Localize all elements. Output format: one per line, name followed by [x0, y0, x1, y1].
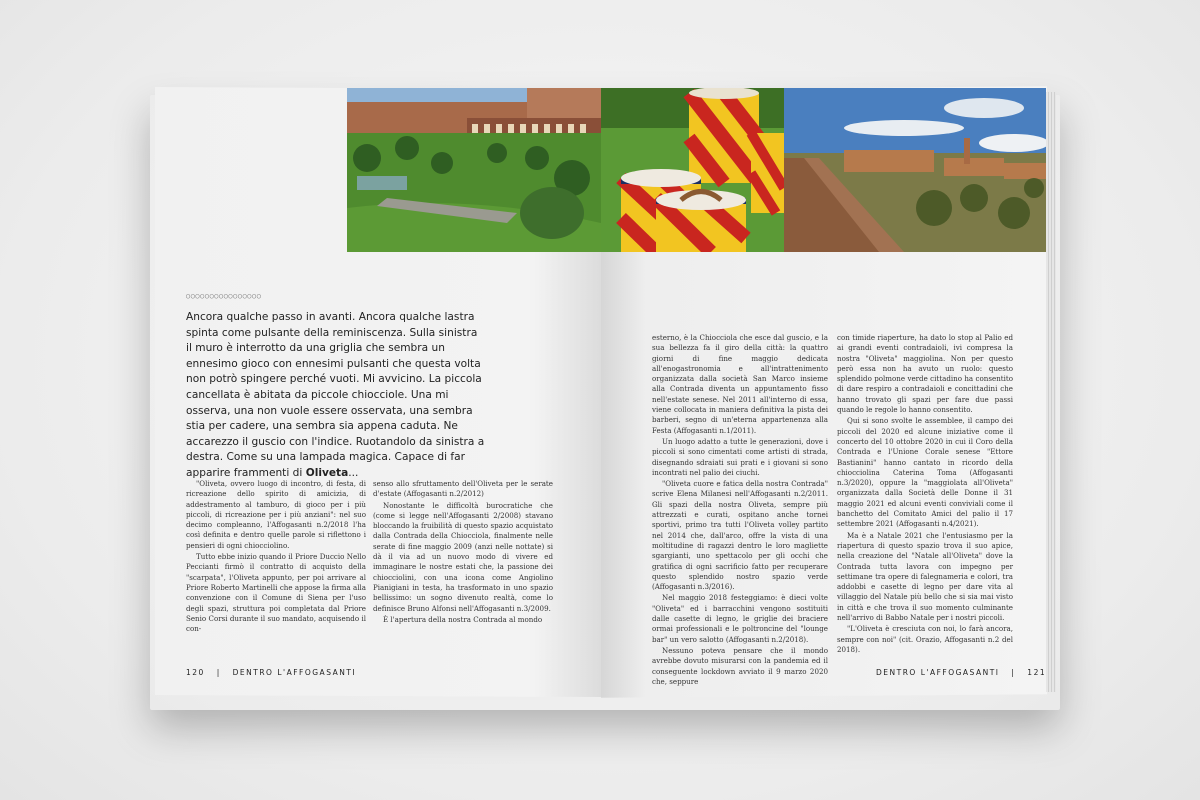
col3-paragraph-3: "Oliveta cuore e fatica della nostra Contrada" scrive Elena Milanesi nell'Affogasanti n.2/2011. Gli spazi della nostra Oliveta, sempre più attrezzati e curati, ospitano anche tornei sportivi, primo tra tutti l'Oliveta volley partito nel 2014 che, dall'arco, offre la vista di una moltitudine di ragazzi dentro le loro magliette sgargianti, uno spettacolo per gli occhi che gratifica di ogni sacrificio fatto per recuperare questo splendido nostro spazio verde (Affogasanti n.3/2016).	[652, 479, 828, 592]
photo-oliveta-garden	[347, 88, 601, 252]
left-page-number: 120	[186, 668, 205, 677]
decorative-dots: ○○○○○○○○○○○○○○○○	[186, 292, 262, 300]
col2-paragraph-1: senso allo sfruttamento dell'Oliveta per le serate d'estate (Affogasanti n.2/2012)	[373, 479, 553, 499]
right-folio	[876, 668, 1046, 677]
intro-paragraph	[186, 310, 486, 482]
text-column-3	[652, 333, 828, 687]
col3-paragraph-5: Nessuno poteva pensare che il mondo avrebbe dovuto misurarsi con la pandemia ed il conseguente lockdown avviato il 9 marzo 2020 che, seppure	[652, 645, 828, 686]
col3-paragraph-1: esterno, è la Chiocciola che esce dal guscio, e la sua bellezza fa il giro della città: la quattro giorni di fine maggio dedicata all'enogastronomia e all'intrattenimento organizzata dalla società San Marco insieme alla Contrada diventa un appuntamento fisso nell'estate senese. Nel 2011 all'interno di essa, viene collocata in maniera definitiva la pista dei barberi, segno di un'eterna appartenenza alla Festa (Affogasanti n.1/2011).	[652, 333, 828, 435]
col3-paragraph-4: Nel maggio 2018 festeggiamo: è dieci volte "Oliveta" ed i barracchini vengono sostituiti dalle casette di legno, le griglie dei braciere ormai professionali e le poltroncine del "lounge bar" un vero salotto (Affogasanti n.2/2018).	[652, 593, 828, 644]
col3-paragraph-2: Un luogo adatto a tutte le generazioni, dove i piccoli si sono cimentati come artisti di strada, disegnando sdraiati sui prati e i giovani si sono incontrati nel palio dei ciuchi.	[652, 436, 828, 477]
col2-paragraph-3: È l'apertura della nostra Contrada al mondo	[383, 614, 543, 624]
right-page-number: 121	[1027, 668, 1047, 677]
text-column-2	[373, 479, 553, 625]
text-column-4	[837, 333, 1013, 655]
col2-paragraph-2: Nonostante le difficoltà burocratiche che (come si legge nell'Affogasanti 2/2008) stavano bloccando la fruibilità di questo spazio acquistato dalla Contrada della Chiocciola, finalmente nelle serate di fine maggio 2009 (anzi nelle nottate) si dà il via ad un nuovo modo di vivere ed immaginare le nostre estati che, la passione dei chiocciolini, con una icona come Angiolino Pianigiani in testa, ha trasformato in uno spazio bellissimo: un sogno divenuto realtà, come lo definisce Bruno Alfonsi nell'Affogasanti n.3/2009.	[373, 500, 553, 613]
right-folio-separator: |	[1011, 668, 1016, 677]
intro-highlight: Oliveta	[305, 466, 349, 479]
page-edges	[1046, 92, 1056, 692]
left-folio-separator: |	[216, 668, 221, 677]
col4-paragraph-4: "L'Oliveta è cresciuta con noi, lo farà ancora, sempre con noi" (cit. Orazio, Affogasanti n.2 del 2018).	[837, 624, 1013, 654]
col4-paragraph-2: Qui si sono svolte le assemblee, il campo dei piccoli del 2020 ed alcune iniziative come il concerto del 10 ottobre 2020 in cui il Coro della Contrada e l'Unione Corale senese "Ettore Bastianini" hanno cantato in ricordo della chiocciolina Caterina Toma (Affogasanti n.3/2020), oppure la "maggiolata all'Oliveta" organizzata dalla Società delle Donne il 31 maggio 2021 ed alcuni eventi conviviali come il banchetto del Comitato Amici del palio il 17 settembre 2021 (Affogasanti n.4/2021).	[837, 416, 1013, 529]
col4-paragraph-3: Ma è a Natale 2021 che l'entusiasmo per la riapertura di questo spazio trova il suo apice, nella creazione del "Natale all'Oliveta" dove la Contrada tutta lavora con impegno per settimane tra opere di falegnameria e colori, tra addobbi e casette di legno per dare vita al villaggio del Natale più bello che si sia mai visto in città e che trova il suo momento culminante nell'arrivo di Babbo Natale per i nostri piccoli.	[837, 530, 1013, 623]
intro-text: Ancora qualche passo in avanti. Ancora qualche lastra spinta come pulsante della reminiscenza. Sulla sinistra il muro è interrotto da una griglia che sembra un ennesimo gioco con ennesimi pulsanti che questa volta non potrò spingere perché vuoti. Mi avvicino. La piccola cancellata è abitata da piccole chiocciole. Una mi osserva, una non vuole essere osservata, una sembra stia per cadere, una sembra sia appena caduta. Ne accarezzo il guscio con l'indice. Ruotandolo da sinistra a destra. Come su una lampada magica. Capace di far apparire frammenti di	[186, 311, 485, 479]
left-folio	[186, 668, 356, 677]
photo-siena-view	[784, 88, 1046, 252]
col1-paragraph-2: Tutto ebbe inizio quando il Priore Duccio Nello Peccianti firmò il contratto di acquisto della "scarpata", l'Oliveta appunto, per poi arrivare al Priore Roberto Martinelli che appose la firma alla convenzione con il Comune di Siena per l'uso degli spazi, struttura poi completata dal Priore Senio Corsi durante il suo mandato, acquisendo il con-	[186, 552, 366, 634]
col1-paragraph-1: "Oliveta, ovvero luogo di incontro, di festa, di ricreazione dello spirito di amicizia, di addestramento al tamburo, di gioco per i più piccoli, di ricreazione per i più anziani": nel suo decimo compleanno, l'Affogasanti n.2/2018 l'ha così definita e dentro quelle parole si riflettono i pensieri di ogni chiocciolino.	[186, 479, 366, 550]
text-column-1	[186, 479, 366, 634]
photo-drums	[601, 88, 784, 252]
right-section-title: DENTRO L'AFFOGASANTI	[876, 668, 1000, 677]
left-section-title: DENTRO L'AFFOGASANTI	[232, 668, 357, 677]
intro-ellipsis: ...	[348, 466, 359, 479]
col4-paragraph-1: con timide riaperture, ha dato lo stop al Palio ed ai grandi eventi contradaioli, ivi compresa la nostra "Oliveta" maggiolina. Non per questo però essa non ha avuto un ruolo: questo splendido polmone verde cittadino ha consentito di dare respiro a contradaioli e concittadini che hanno trovato gli spazi per fare due passi quando le regole lo hanno consentito.	[837, 333, 1013, 415]
